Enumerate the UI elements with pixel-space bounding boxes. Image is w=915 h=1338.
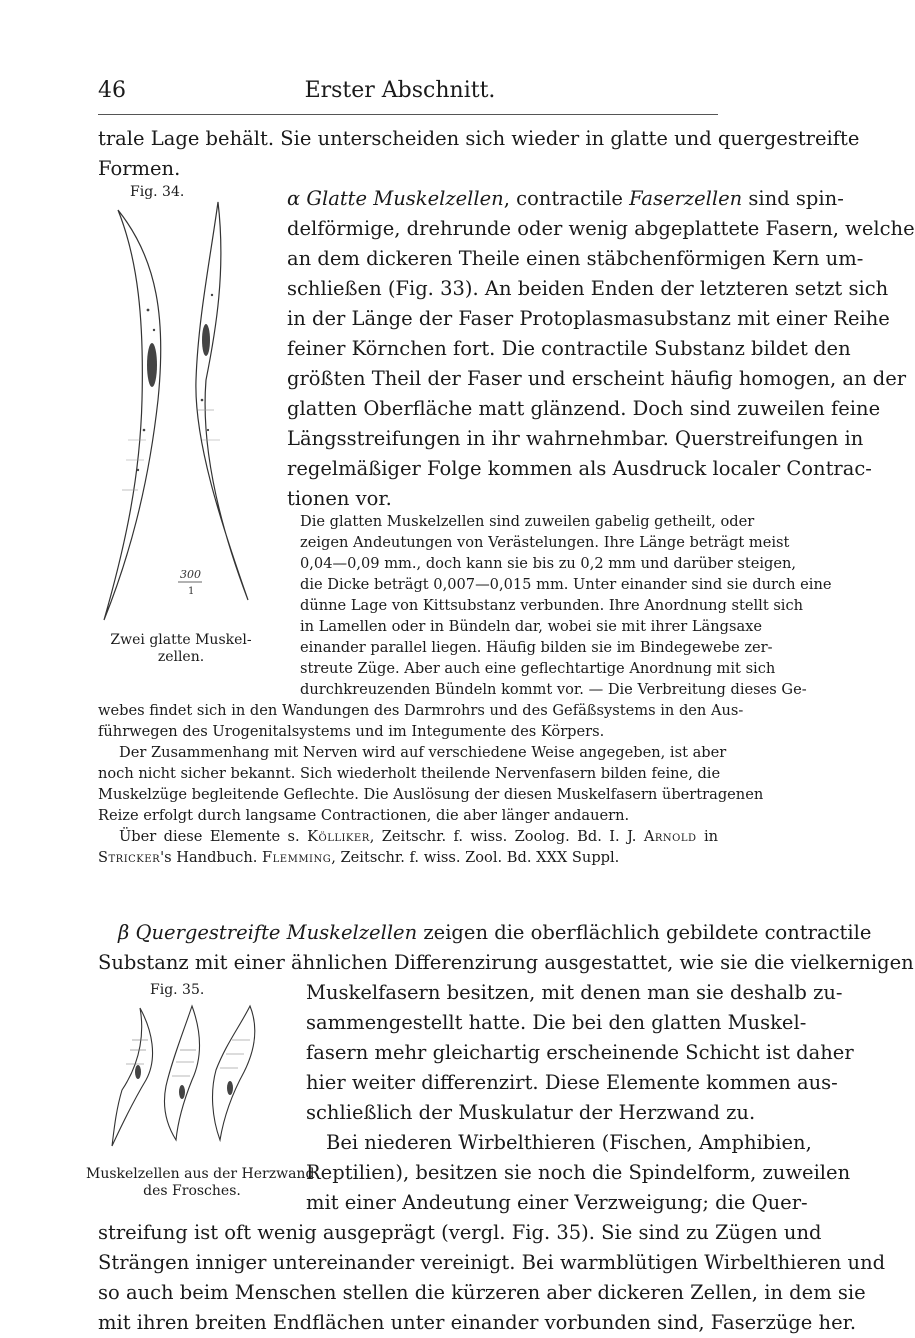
figure-34-label: Fig. 34. [130, 184, 185, 200]
small-print-full [98, 700, 764, 868]
beta-paragraph-narrow [306, 978, 854, 1218]
text-line: Muskelzüge begleitende Geflechte. Die Auslösung der diesen Muskelfasern übertragenen [98, 786, 764, 803]
text-line: einander parallel liegen. Häufig bilden sie im Bindegewebe zer- [300, 639, 773, 656]
text-line: tionen vor. [287, 487, 392, 510]
text-line: an dem dickeren Theile einen stäbchenförmigen Kern um- [287, 247, 864, 270]
text-line: mit ihren breiten Endflächen unter einander vorbunden sind, Faserzüge her. [98, 1311, 857, 1334]
beta-paragraph-head [98, 918, 914, 978]
smooth-muscle-cell-left [104, 210, 161, 620]
text-line: schließlich der Muskulatur der Herzwand zu. [306, 1101, 756, 1124]
cell-nucleus [179, 1085, 185, 1099]
cardiac-muscle-cell [213, 1006, 255, 1140]
text-line: mit einer Andeutung einer Verzweigung; die Quer- [306, 1191, 808, 1214]
text-line: Der Zusammenhang mit Nerven wird auf verschiedene Weise angegeben, ist aber [119, 744, 727, 761]
intro-paragraph [98, 124, 860, 184]
text-line: durchkreuzenden Bündeln kommt vor. — Die Verbreitung dieses Ge- [300, 681, 807, 698]
text-line: noch nicht sicher bekannt. Sich wiederholt theilende Nervenfasern bilden feine, die [98, 765, 721, 782]
text-line: glatten Oberfläche matt glänzend. Doch sind zuweilen feine [287, 397, 881, 420]
text-line: 0,04—0,09 mm., doch kann sie bis zu 0,2 mm und darüber steigen, [300, 555, 797, 572]
text-line: streifung ist oft wenig ausgeprägt (vergl. Fig. 35). Sie sind zu Zügen und [98, 1221, 822, 1244]
text-line: Reize erfolgt durch langsame Contractionen, die aber länger andauern. [98, 807, 630, 824]
text-line: Längsstreifungen in ihr wahrnehmbar. Querstreifungen in [287, 427, 864, 450]
text-line: trale Lage behält. Sie unterscheiden sich wieder in glatte und quergestreifte [98, 127, 860, 150]
reference-line: Stricker's Handbuch. Flemming, Zeitschr. f. wiss. Zool. Bd. XXX Suppl. [98, 849, 620, 866]
text-line: streute Züge. Aber auch eine geflechtartige Anordnung mit sich [300, 660, 776, 677]
smooth-muscle-cell-right [196, 202, 248, 600]
text-line: größten Theil der Faser und erscheint häufig homogen, an der [287, 367, 907, 390]
text-line: webes findet sich in den Wandungen des Darmrohrs und des Gefäßsystems in den Aus- [98, 702, 744, 719]
reference-line: Über diese Elemente s. Kölliker, Zeitschr. f. wiss. Zoolog. Bd. I. J. Arnold in [119, 828, 719, 845]
text-line: delförmige, drehrunde oder wenig abgeplattete Fasern, welche [287, 217, 915, 240]
header-rule [98, 114, 718, 115]
magnification-mark-denominator: 1 [188, 586, 195, 597]
text-line: β Quergestreifte Muskelzellen zeigen die oberflächlich gebildete contractile [118, 921, 872, 944]
text-line: führwegen des Urogenitalsystems und im Integumente des Körpers. [98, 723, 605, 740]
text-line: regelmäßiger Folge kommen als Ausdruck localer Contrac- [287, 457, 872, 480]
cardiac-muscle-cell [164, 1006, 199, 1140]
text-line: Substanz mit einer ähnlichen Differenzirung ausgestattet, wie sie die vielkernigen [98, 951, 914, 974]
text-line: die Dicke beträgt 0,007—0,015 mm. Unter einander sind sie durch eine [300, 576, 832, 593]
text-line: schließen (Fig. 33). An beiden Enden der letzteren setzt sich [287, 277, 889, 300]
beta-paragraph-tail [98, 1218, 886, 1338]
text-line: so auch beim Menschen stellen die kürzeren aber dickeren Zellen, in dem sie [98, 1281, 866, 1304]
figure-34-caption: Zwei glatte Muskel- zellen. [110, 632, 252, 665]
figure-34-illustration [98, 200, 278, 630]
text-line: Muskelfasern besitzen, mit denen man sie deshalb zu- [306, 981, 843, 1004]
text-line: in der Länge der Faser Protoplasmasubstanz mit einer Reihe [287, 307, 890, 330]
text-line: fasern mehr gleichartig erscheinende Schicht ist daher [306, 1041, 854, 1064]
page-number: 46 [98, 78, 126, 103]
text-line: in Lamellen oder in Bündeln dar, wobei sie mit ihrer Längsaxe [300, 618, 763, 635]
text-line: Reptilien), besitzen sie noch die Spindelform, zuweilen [306, 1161, 851, 1184]
text-line: α Glatte Muskelzellen, contractile Faserzellen sind spin- [287, 187, 844, 210]
figure-35-caption: Muskelzellen aus der Herzwand des Frosches. [86, 1166, 315, 1199]
figure-35-illustration [100, 1000, 280, 1150]
text-line: zeigen Andeutungen von Verästelungen. Ihre Länge beträgt meist [300, 534, 790, 551]
cell-nucleus-left [147, 343, 157, 387]
figure-35-label: Fig. 35. [150, 982, 205, 998]
cardiac-muscle-cell [112, 1008, 153, 1146]
text-line: hier weiter differenzirt. Diese Elemente kommen aus- [306, 1071, 838, 1094]
text-line: Bei niederen Wirbelthieren (Fischen, Amphibien, [326, 1131, 812, 1154]
cell-nucleus-right [202, 324, 210, 356]
text-line: feiner Körnchen fort. Die contractile Substanz bildet den [287, 337, 851, 360]
text-line: Die glatten Muskelzellen sind zuweilen gabelig getheilt, oder [300, 513, 755, 530]
small-print-narrow [300, 511, 832, 700]
cell-nucleus [135, 1065, 141, 1079]
text-line: Strängen inniger untereinander vereinigt. Bei warmblütigen Wirbelthieren und [98, 1251, 886, 1274]
cell-nucleus [227, 1081, 233, 1095]
text-line: Formen. [98, 157, 181, 180]
alpha-paragraph [287, 184, 915, 514]
magnification-mark: 300 [180, 568, 201, 581]
text-line: sammengestellt hatte. Die bei den glatten Muskel- [306, 1011, 807, 1034]
text-line: dünne Lage von Kittsubstanz verbunden. Ihre Anordnung stellt sich [300, 597, 804, 614]
running-title: Erster Abschnitt. [304, 78, 496, 103]
